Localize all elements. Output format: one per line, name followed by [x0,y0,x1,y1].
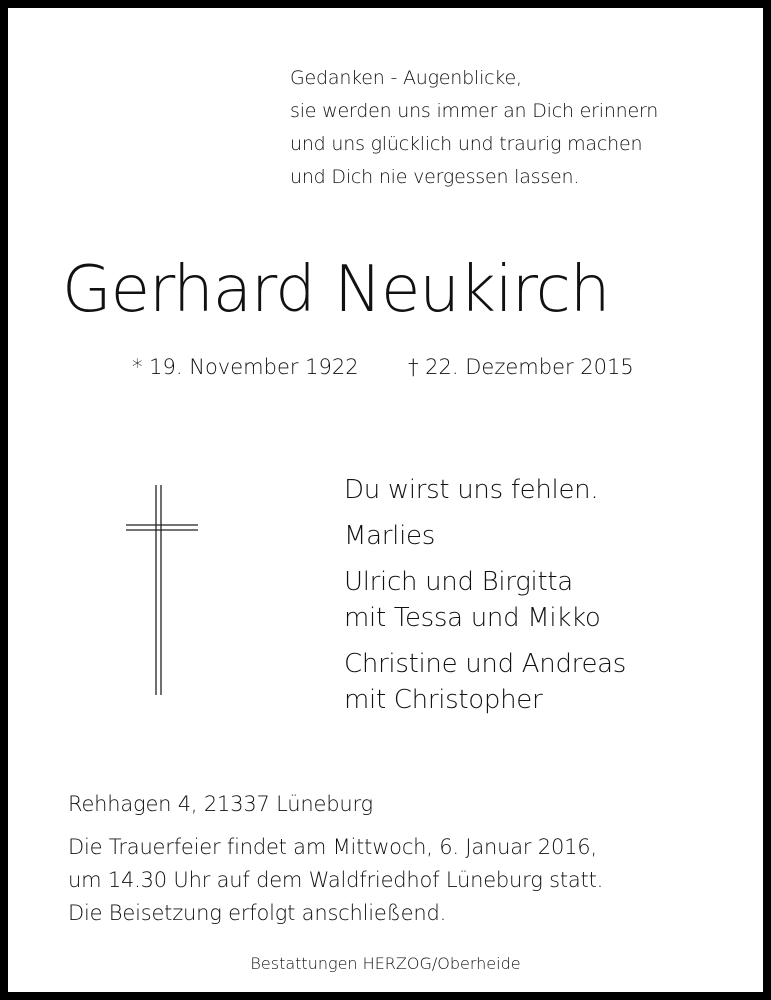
deceased-name: Gerhard Neukirch [62,253,610,327]
info-section [68,788,603,930]
service-line: Die Trauerfeier findet am Mittwoch, 6. Januar 2016, [68,835,597,859]
cross-icon [126,485,200,695]
poem-line: und uns glücklich und traurig machen [290,133,643,155]
funeral-home-credit: Bestattungen HERZOG/Oberheide [250,954,521,973]
family-section [344,472,626,718]
poem [290,62,658,194]
mourner-name: Christine und Andreas [344,649,627,679]
mourner-name: Ulrich und Birgitta [344,567,573,597]
poem-line: und Dich nie vergessen lassen. [290,166,580,188]
poem-line: Gedanken - Augenblicke, [290,67,522,89]
service-line: um 14.30 Uhr auf dem Waldfriedhof Lüneburg statt. [68,868,604,892]
service-line: Die Beisetzung erfolgt anschließend. [68,901,447,925]
farewell-line: Du wirst uns fehlen. [344,475,599,505]
mourner-name: Marlies [344,521,435,551]
death-date: † 22. Dezember 2015 [408,355,634,379]
address: Rehhagen 4, 21337 Lüneburg [68,792,373,816]
mourner-name: mit Tessa und Mikko [344,603,601,633]
birth-date: * 19. November 1922 [132,355,359,379]
cross-icon-graphic [126,485,200,695]
poem-line: sie werden uns immer an Dich erinnern [290,100,659,122]
mourner-name: mit Christopher [344,685,543,715]
